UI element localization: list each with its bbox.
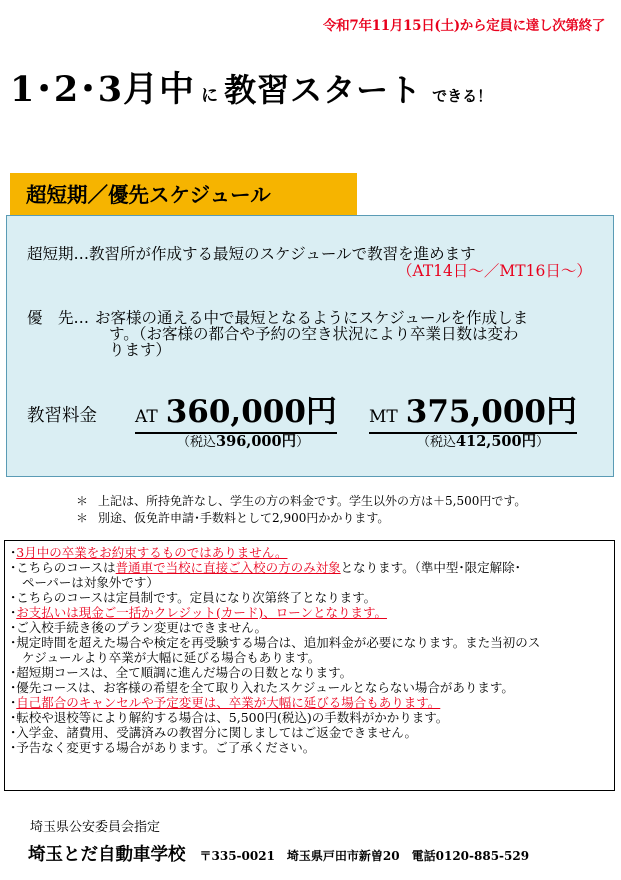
item-priority-text-2: す。（お客様の都合や予約の空き状況により卒業日数は変わ	[109, 325, 519, 343]
condition-item	[10, 560, 614, 575]
school-name: 埼玉とだ自動車学校	[28, 845, 186, 865]
headline	[10, 62, 492, 112]
at-tax	[177, 430, 309, 451]
condition-text: ペーパーは対象外です）	[22, 575, 159, 590]
condition-item	[10, 665, 614, 680]
at-tax-suffix: ）	[296, 435, 310, 450]
condition-text: こちらのコースは	[16, 560, 116, 575]
deadline-notice: 令和7年11月15日(土)から定員に達し次第終了	[322, 18, 605, 34]
mt-label: MT	[369, 407, 398, 427]
bullet: ･	[10, 680, 17, 695]
condition-item	[10, 740, 614, 755]
condition-text: ケジュールより卒業が大幅に延びる場合もあります。	[22, 650, 321, 665]
condition-text: 入学金、諸費用、受講済みの教習分に関しましてはご返金できません。	[16, 725, 418, 740]
item-super-short-text: 教習所が作成する最短のスケジュールで教習を進めます	[89, 245, 476, 263]
fee-note-2-text: 別途、仮免許申請･手数料として2,900円かかります。	[98, 511, 390, 525]
mt-tax-prefix: （税込	[417, 435, 457, 450]
condition-item	[10, 605, 614, 620]
condition-item	[10, 725, 614, 740]
condition-text: 優先コースは、お客様の希望を全て取り入れたスケジュールとならない場合があります。	[16, 680, 514, 695]
item-priority-text-1: お客様の通える中で最短となるようにスケジュールを作成しま	[95, 309, 529, 327]
headline-can: できる！	[432, 87, 493, 105]
condition-item	[10, 635, 614, 650]
bullet: ･	[10, 620, 17, 635]
condition-item	[10, 680, 614, 695]
mt-tax-suffix: ）	[536, 435, 550, 450]
fee-note-2	[76, 510, 389, 526]
at-fee	[135, 386, 337, 434]
at-tax-prefix: （税込	[177, 435, 217, 450]
item-priority-text-3: ります）	[109, 341, 172, 359]
condition-item	[10, 545, 614, 560]
condition-item	[10, 695, 614, 710]
bullet: ･	[10, 665, 17, 680]
schedule-panel	[6, 215, 614, 477]
condition-text: 自己都合のキャンセルや予定変更は、卒業が大幅に延びる場合もあります。	[16, 695, 441, 710]
mt-price: 375,000円	[405, 394, 577, 430]
mt-tax	[417, 430, 549, 451]
condition-text: 予告なく変更する場合があります。ご了承ください。	[16, 740, 316, 755]
condition-text: お支払いは現金ご一括かクレジット(カード)、ローンとなります。	[16, 605, 387, 620]
bullet: ･	[10, 695, 17, 710]
headline-particle: に	[201, 86, 219, 106]
condition-item	[10, 620, 614, 635]
bullet: ･	[10, 590, 17, 605]
at-tax-value: 396,000円	[216, 433, 297, 450]
condition-text: 転校や退校等により解約する場合は、5,500円(税込)の手数料がかかります。	[16, 710, 449, 725]
bullet: ･	[10, 725, 17, 740]
item-super-short	[27, 246, 476, 263]
fee-note-1	[76, 493, 526, 509]
condition-item	[10, 590, 614, 605]
condition-item-cont	[10, 575, 614, 590]
headline-start: 教習スタート	[224, 71, 423, 109]
condition-text: 超短期コースは、全て順調に進んだ場合の日数となります。	[16, 665, 353, 680]
item-super-short-days: （AT14日～／MT16日～）	[397, 262, 592, 280]
condition-text: 規定時間を超えた場合や検定を再受験する場合は、追加料金が必要になります。また当初のス	[16, 635, 541, 650]
headline-months: 1･2･3月中	[10, 69, 196, 110]
fee-label: 教習料金	[27, 406, 97, 426]
school-footer	[28, 841, 529, 866]
mt-tax-value: 412,500円	[456, 433, 537, 450]
condition-text: となります。（準中型･限定解除･	[340, 560, 521, 575]
bullet: ･	[10, 740, 17, 755]
at-label: AT	[135, 407, 158, 427]
condition-highlight: 普通車で当校に直接ご入校の方のみ対象	[115, 560, 341, 575]
note-mark: ＊	[76, 494, 89, 508]
bullet: ･	[10, 545, 17, 560]
bullet: ･	[10, 560, 17, 575]
bullet: ･	[10, 710, 17, 725]
designation: 埼玉県公安委員会指定	[30, 820, 161, 835]
conditions-box	[4, 540, 615, 791]
item-priority-label: 優 先…	[27, 309, 90, 327]
note-mark: ＊	[76, 511, 89, 525]
condition-text: 3月中の卒業をお約束するものではありません。	[16, 545, 288, 560]
mt-fee	[369, 386, 577, 434]
bullet: ･	[10, 605, 17, 620]
bullet: ･	[10, 635, 17, 650]
condition-text: こちらのコースは定員制です。定員になり次第終了となります。	[16, 590, 377, 605]
condition-item	[10, 710, 614, 725]
school-address: 〒335-0021 埼玉県戸田市新曽20 電話0120-885-529	[199, 849, 530, 863]
at-price: 360,000円	[165, 394, 337, 430]
section-tag: 超短期／優先スケジュール	[10, 173, 357, 217]
item-super-short-label: 超短期…	[27, 245, 90, 263]
fee-note-1-text: 上記は、所持免許なし、学生の方の料金です。学生以外の方は＋5,500円です。	[98, 494, 527, 508]
condition-text: ご入校手続き後のプラン変更はできません。	[16, 620, 268, 635]
condition-item-cont	[10, 650, 614, 665]
